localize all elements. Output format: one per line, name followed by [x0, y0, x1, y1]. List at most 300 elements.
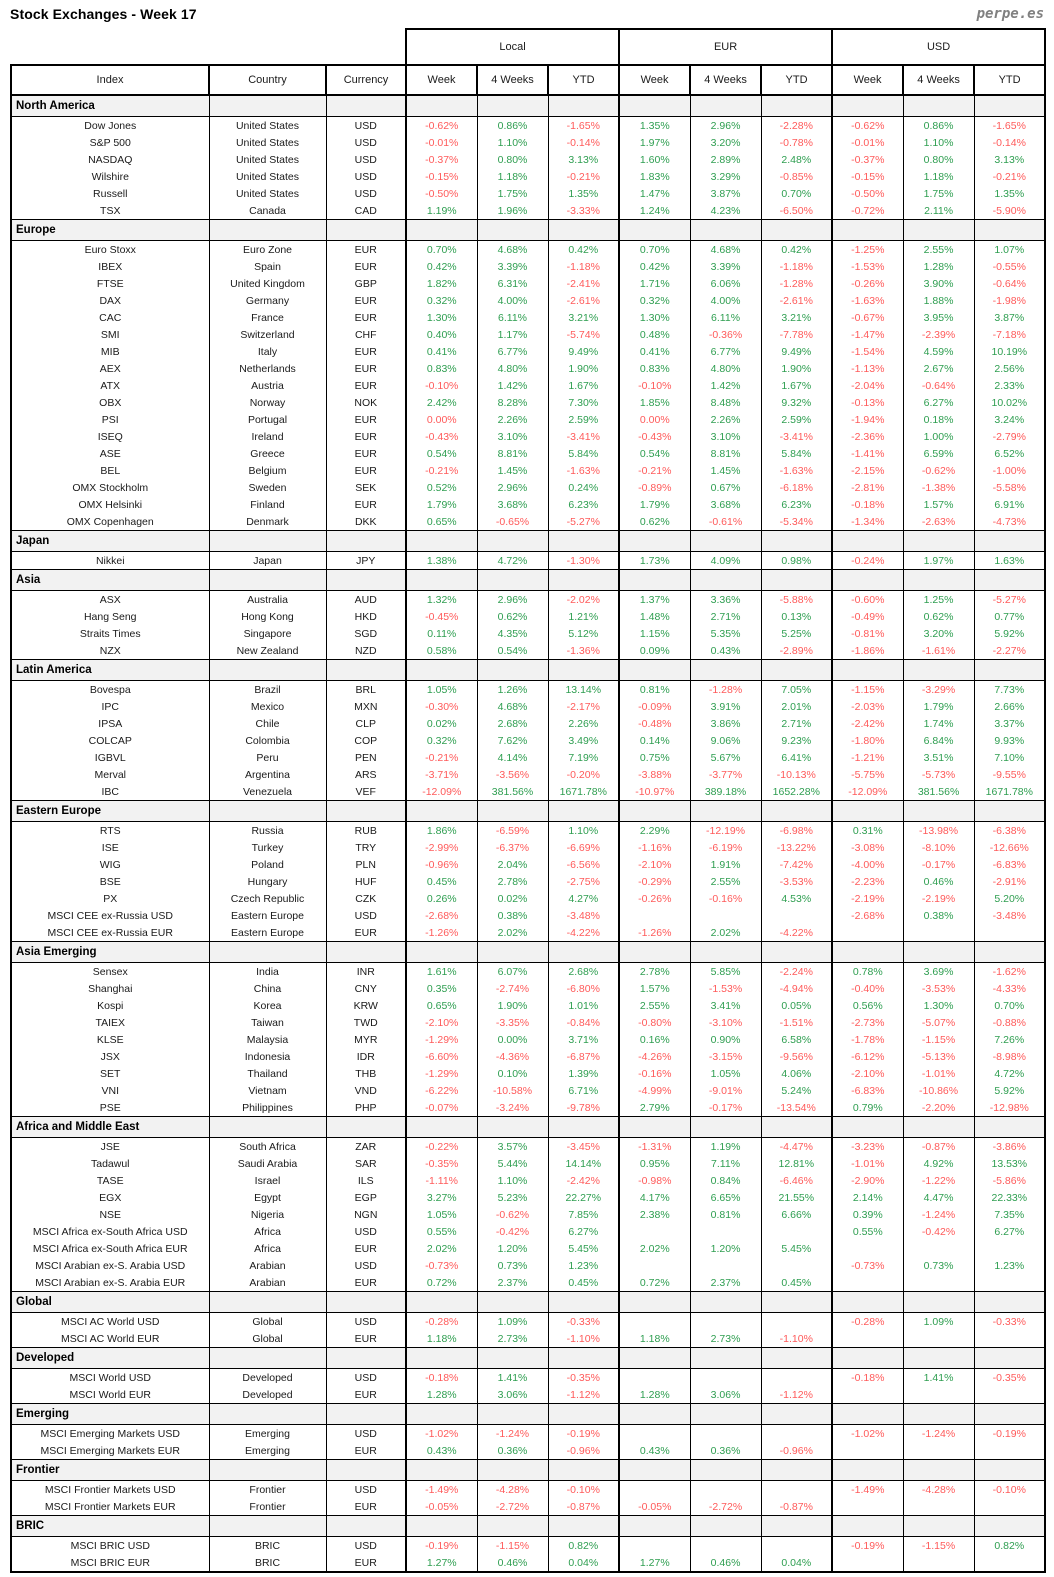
country-cell: Peru [209, 749, 326, 766]
country-cell: Korea [209, 997, 326, 1014]
value-cell: -1.15% [477, 1537, 548, 1555]
value-cell: 6.11% [477, 309, 548, 326]
section-cell [903, 220, 974, 241]
currency-cell: THB [326, 1065, 406, 1082]
value-cell: 0.70% [761, 185, 832, 202]
value-cell: -0.19% [832, 1537, 903, 1555]
value-cell: 1.79% [406, 496, 477, 513]
currency-cell: EUR [326, 1554, 406, 1572]
section-cell [619, 220, 690, 241]
value-cell: 3.71% [548, 1031, 619, 1048]
index-cell: Wilshire [11, 168, 209, 185]
section-cell [406, 801, 477, 822]
value-cell: 3.13% [548, 151, 619, 168]
country-cell: Taiwan [209, 1014, 326, 1031]
value-cell: 0.36% [477, 1442, 548, 1460]
value-cell: -4.99% [619, 1082, 690, 1099]
value-cell: -3.33% [548, 202, 619, 220]
section-cell [548, 1348, 619, 1369]
value-cell: 6.27% [548, 1223, 619, 1240]
currency-cell: GBP [326, 275, 406, 292]
value-cell [832, 1240, 903, 1257]
currency-cell: EGP [326, 1189, 406, 1206]
value-cell: 4.53% [761, 890, 832, 907]
value-cell: 7.05% [761, 681, 832, 699]
section-cell [903, 1292, 974, 1313]
value-cell: 1.18% [619, 1330, 690, 1348]
index-cell: VNI [11, 1082, 209, 1099]
value-cell: 14.14% [548, 1155, 619, 1172]
section-cell [477, 531, 548, 552]
currency-cell: MYR [326, 1031, 406, 1048]
value-cell: 5.45% [761, 1240, 832, 1257]
table-row [11, 326, 1045, 343]
value-cell: 2.04% [477, 856, 548, 873]
value-cell: 2.02% [477, 924, 548, 942]
section-cell [209, 801, 326, 822]
value-cell: 1.07% [974, 241, 1045, 259]
value-cell: 0.16% [619, 1031, 690, 1048]
table-row [11, 963, 1045, 981]
index-cell: JSX [11, 1048, 209, 1065]
value-cell: -6.56% [548, 856, 619, 873]
country-cell: United States [209, 134, 326, 151]
value-cell: 7.19% [548, 749, 619, 766]
value-cell: 0.72% [619, 1274, 690, 1292]
value-cell [761, 907, 832, 924]
value-cell [903, 924, 974, 942]
currency-cell: USD [326, 1369, 406, 1387]
value-cell: -4.73% [974, 513, 1045, 531]
value-cell: -3.53% [761, 873, 832, 890]
value-cell: -4.47% [761, 1138, 832, 1156]
value-cell: -12.19% [690, 822, 761, 840]
value-cell [761, 1223, 832, 1240]
index-cell: KLSE [11, 1031, 209, 1048]
value-cell: -10.97% [619, 783, 690, 801]
value-cell: -6.37% [477, 839, 548, 856]
country-cell: United States [209, 168, 326, 185]
index-cell: EGX [11, 1189, 209, 1206]
value-cell: 9.06% [690, 732, 761, 749]
section-row-eastern-europe [11, 801, 1045, 822]
value-cell: 0.45% [761, 1274, 832, 1292]
value-cell: 1.63% [974, 552, 1045, 570]
table-row [11, 1257, 1045, 1274]
column-header-eur-4weeks: 4 Weeks [690, 65, 761, 95]
country-cell: Emerging [209, 1425, 326, 1443]
value-cell: -3.45% [548, 1138, 619, 1156]
country-cell: Norway [209, 394, 326, 411]
section-row-europe [11, 220, 1045, 241]
value-cell: 0.46% [690, 1554, 761, 1572]
currency-cell: RUB [326, 822, 406, 840]
value-cell: 1.27% [406, 1554, 477, 1572]
value-cell: 0.41% [619, 343, 690, 360]
value-cell: 3.37% [974, 715, 1045, 732]
value-cell: -1.13% [832, 360, 903, 377]
value-cell: 3.69% [903, 963, 974, 981]
value-cell [619, 1481, 690, 1499]
value-cell: 6.11% [690, 309, 761, 326]
value-cell [974, 1240, 1045, 1257]
value-cell: -2.91% [974, 873, 1045, 890]
country-cell: Singapore [209, 625, 326, 642]
value-cell: 6.41% [761, 749, 832, 766]
value-cell: -0.45% [406, 608, 477, 625]
value-cell: -0.14% [548, 134, 619, 151]
country-cell: Greece [209, 445, 326, 462]
value-cell: -5.34% [761, 513, 832, 531]
country-cell: Chile [209, 715, 326, 732]
section-cell [477, 1516, 548, 1537]
country-cell: Egypt [209, 1189, 326, 1206]
index-cell: MSCI Frontier Markets USD [11, 1481, 209, 1499]
value-cell [832, 924, 903, 942]
value-cell: 1.30% [903, 997, 974, 1014]
section-cell [548, 95, 619, 117]
value-cell: -7.42% [761, 856, 832, 873]
currency-cell: USD [326, 151, 406, 168]
value-cell: 7.11% [690, 1155, 761, 1172]
currency-cell: EUR [326, 241, 406, 259]
value-cell: 8.28% [477, 394, 548, 411]
currency-cell: USD [326, 1257, 406, 1274]
value-cell: -0.26% [619, 890, 690, 907]
column-header-eur-ytd: YTD [761, 65, 832, 95]
value-cell: 0.52% [406, 479, 477, 496]
section-cell [690, 1292, 761, 1313]
value-cell: 1.18% [406, 1330, 477, 1348]
value-cell: -0.24% [832, 552, 903, 570]
value-cell: -0.96% [548, 1442, 619, 1460]
table-row [11, 168, 1045, 185]
value-cell: 1.42% [477, 377, 548, 394]
value-cell: -1.21% [832, 749, 903, 766]
value-cell: 3.13% [974, 151, 1045, 168]
table-row [11, 1369, 1045, 1387]
country-cell: Japan [209, 552, 326, 570]
value-cell: 6.71% [548, 1082, 619, 1099]
section-cell [548, 1404, 619, 1425]
table-row [11, 1172, 1045, 1189]
table-row [11, 1554, 1045, 1572]
table-row [11, 1065, 1045, 1082]
currency-cell: EUR [326, 1498, 406, 1516]
table-row [11, 980, 1045, 997]
value-cell: 0.83% [619, 360, 690, 377]
value-cell: 3.21% [548, 309, 619, 326]
value-cell: 3.86% [690, 715, 761, 732]
value-cell: 0.82% [548, 1537, 619, 1555]
value-cell: -3.29% [903, 681, 974, 699]
section-row-asia-emerging [11, 942, 1045, 963]
index-cell: NASDAQ [11, 151, 209, 168]
currency-cell: IDR [326, 1048, 406, 1065]
value-cell: -0.21% [974, 168, 1045, 185]
value-cell: -6.69% [548, 839, 619, 856]
table-row [11, 552, 1045, 570]
value-cell: 4.06% [761, 1065, 832, 1082]
value-cell: 0.54% [406, 445, 477, 462]
value-cell: 7.30% [548, 394, 619, 411]
value-cell: -0.28% [832, 1313, 903, 1331]
value-cell: 0.32% [619, 292, 690, 309]
country-cell: Emerging [209, 1442, 326, 1460]
value-cell: 21.55% [761, 1189, 832, 1206]
section-cell [406, 531, 477, 552]
value-cell: 3.06% [690, 1386, 761, 1404]
section-row-frontier [11, 1460, 1045, 1481]
value-cell: 3.27% [406, 1189, 477, 1206]
value-cell: 4.23% [690, 202, 761, 220]
value-cell: 1.42% [690, 377, 761, 394]
value-cell: 1.37% [619, 591, 690, 609]
table-row [11, 1240, 1045, 1257]
table-row [11, 822, 1045, 840]
value-cell: 1.30% [406, 309, 477, 326]
section-title: Europe [11, 220, 209, 241]
group-header-local: Local [406, 29, 619, 65]
value-cell: 0.43% [406, 1442, 477, 1460]
value-cell: 0.38% [903, 907, 974, 924]
country-cell: India [209, 963, 326, 981]
column-header-row [11, 65, 1045, 95]
country-cell: Italy [209, 343, 326, 360]
table-row [11, 890, 1045, 907]
value-cell: 1.83% [619, 168, 690, 185]
value-cell: 4.92% [903, 1155, 974, 1172]
value-cell: 12.81% [761, 1155, 832, 1172]
value-cell: 0.81% [619, 681, 690, 699]
section-title: Latin America [11, 660, 209, 681]
value-cell: -0.73% [406, 1257, 477, 1274]
section-cell [761, 942, 832, 963]
value-cell: 0.18% [903, 411, 974, 428]
section-cell [903, 1117, 974, 1138]
country-cell: Colombia [209, 732, 326, 749]
section-cell [903, 660, 974, 681]
country-cell: Germany [209, 292, 326, 309]
value-cell: -0.19% [974, 1425, 1045, 1443]
table-row [11, 1481, 1045, 1499]
value-cell [690, 1223, 761, 1240]
section-row-japan [11, 531, 1045, 552]
country-cell: China [209, 980, 326, 997]
value-cell: 2.33% [974, 377, 1045, 394]
index-cell: PX [11, 890, 209, 907]
index-cell: SET [11, 1065, 209, 1082]
value-cell: -0.19% [406, 1537, 477, 1555]
value-cell: 5.84% [761, 445, 832, 462]
section-cell [832, 1460, 903, 1481]
index-cell: Kospi [11, 997, 209, 1014]
section-cell [477, 1292, 548, 1313]
value-cell: -6.98% [761, 822, 832, 840]
value-cell: 8.81% [477, 445, 548, 462]
index-cell: TAIEX [11, 1014, 209, 1031]
value-cell: 1.05% [406, 1206, 477, 1223]
section-cell [406, 1292, 477, 1313]
table-row [11, 997, 1045, 1014]
value-cell: 1.90% [477, 997, 548, 1014]
country-cell: Mexico [209, 698, 326, 715]
table-row [11, 608, 1045, 625]
value-cell: -13.98% [903, 822, 974, 840]
value-cell: -0.60% [832, 591, 903, 609]
section-cell [548, 1460, 619, 1481]
table-row [11, 1330, 1045, 1348]
value-cell: -0.72% [832, 202, 903, 220]
currency-cell: CAD [326, 202, 406, 220]
value-cell: -3.48% [974, 907, 1045, 924]
value-cell: 2.59% [761, 411, 832, 428]
section-cell [477, 1404, 548, 1425]
value-cell: 3.87% [974, 309, 1045, 326]
value-cell: 4.68% [690, 241, 761, 259]
value-cell: 0.67% [690, 479, 761, 496]
value-cell: -3.41% [548, 428, 619, 445]
column-header-index: Index [11, 65, 209, 95]
section-cell [619, 95, 690, 117]
value-cell: 0.73% [477, 1257, 548, 1274]
value-cell: 381.56% [477, 783, 548, 801]
value-cell: -0.26% [832, 275, 903, 292]
value-cell: -2.61% [548, 292, 619, 309]
country-cell: Vietnam [209, 1082, 326, 1099]
value-cell: 1.47% [619, 185, 690, 202]
table-row [11, 445, 1045, 462]
table-row [11, 394, 1045, 411]
value-cell: -8.10% [903, 839, 974, 856]
value-cell: -2.19% [832, 890, 903, 907]
section-cell [690, 1404, 761, 1425]
currency-group-header-row [11, 29, 1045, 65]
section-cell [690, 1516, 761, 1537]
table-row [11, 749, 1045, 766]
value-cell: -12.66% [974, 839, 1045, 856]
section-cell [832, 1348, 903, 1369]
value-cell: -0.17% [903, 856, 974, 873]
value-cell: -3.24% [477, 1099, 548, 1117]
section-cell [761, 531, 832, 552]
value-cell: 3.06% [477, 1386, 548, 1404]
value-cell [903, 1240, 974, 1257]
value-cell: -3.56% [477, 766, 548, 783]
index-cell: MSCI AC World EUR [11, 1330, 209, 1348]
section-cell [903, 570, 974, 591]
value-cell: 6.27% [974, 1223, 1045, 1240]
country-cell: Turkey [209, 839, 326, 856]
country-cell: Finland [209, 496, 326, 513]
value-cell: 1.28% [619, 1386, 690, 1404]
section-cell [477, 95, 548, 117]
value-cell: 0.62% [619, 513, 690, 531]
table-row [11, 1537, 1045, 1555]
country-cell: Netherlands [209, 360, 326, 377]
value-cell: -6.18% [761, 479, 832, 496]
value-cell: 13.14% [548, 681, 619, 699]
value-cell: 0.38% [477, 907, 548, 924]
page-title: Stock Exchanges - Week 17 [10, 6, 197, 22]
currency-cell: USD [326, 1481, 406, 1499]
value-cell: 0.42% [761, 241, 832, 259]
value-cell: 6.31% [477, 275, 548, 292]
country-cell: Frontier [209, 1498, 326, 1516]
value-cell: -6.80% [548, 980, 619, 997]
value-cell: 2.02% [406, 1240, 477, 1257]
value-cell: 3.51% [903, 749, 974, 766]
table-row [11, 309, 1045, 326]
value-cell: 2.96% [477, 591, 548, 609]
section-cell [761, 660, 832, 681]
country-cell: Poland [209, 856, 326, 873]
table-row [11, 479, 1045, 496]
currency-cell: CHF [326, 326, 406, 343]
value-cell: -0.33% [974, 1313, 1045, 1331]
currency-cell: MXN [326, 698, 406, 715]
value-cell: -0.16% [690, 890, 761, 907]
index-cell: Straits Times [11, 625, 209, 642]
value-cell: 0.43% [690, 642, 761, 660]
table-row [11, 258, 1045, 275]
value-cell: -0.42% [903, 1223, 974, 1240]
value-cell: -0.67% [832, 309, 903, 326]
value-cell: -4.94% [761, 980, 832, 997]
currency-cell: ARS [326, 766, 406, 783]
index-cell: OBX [11, 394, 209, 411]
value-cell: 0.56% [832, 997, 903, 1014]
index-cell: NSE [11, 1206, 209, 1223]
value-cell: 3.57% [477, 1138, 548, 1156]
value-cell: -2.20% [903, 1099, 974, 1117]
table-row [11, 1099, 1045, 1117]
section-cell [209, 942, 326, 963]
country-cell: Africa [209, 1223, 326, 1240]
value-cell: -13.22% [761, 839, 832, 856]
value-cell: -0.17% [690, 1099, 761, 1117]
value-cell: 1.79% [903, 698, 974, 715]
currency-cell: HKD [326, 608, 406, 625]
currency-cell: SAR [326, 1155, 406, 1172]
value-cell: 2.73% [477, 1330, 548, 1348]
section-row-developed [11, 1348, 1045, 1369]
value-cell: -0.62% [477, 1206, 548, 1223]
value-cell: 2.02% [690, 924, 761, 942]
section-cell [326, 942, 406, 963]
value-cell: -1.24% [903, 1425, 974, 1443]
value-cell: 4.14% [477, 749, 548, 766]
value-cell: 5.23% [477, 1189, 548, 1206]
value-cell: -2.61% [761, 292, 832, 309]
value-cell: -2.72% [690, 1498, 761, 1516]
section-cell [903, 531, 974, 552]
value-cell: 4.35% [477, 625, 548, 642]
section-cell [832, 660, 903, 681]
section-cell [690, 1117, 761, 1138]
section-cell [832, 531, 903, 552]
table-row [11, 856, 1045, 873]
value-cell: 0.36% [690, 1442, 761, 1460]
section-row-asia [11, 570, 1045, 591]
value-cell: -5.86% [974, 1172, 1045, 1189]
value-cell: 4.80% [690, 360, 761, 377]
value-cell: 1.18% [477, 168, 548, 185]
column-header-local-ytd: YTD [548, 65, 619, 95]
value-cell: 0.86% [903, 117, 974, 135]
section-cell [326, 1117, 406, 1138]
value-cell: -1.15% [832, 681, 903, 699]
